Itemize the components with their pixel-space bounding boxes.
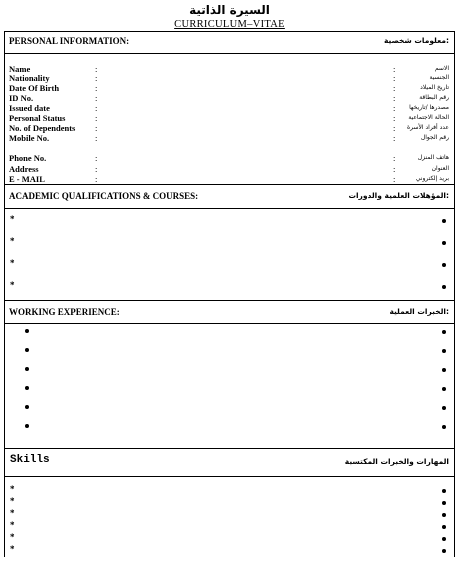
colon: :: [95, 103, 98, 113]
field-label: Address: [9, 164, 39, 174]
colon: :: [95, 153, 98, 163]
skills-heading-ar: المهارات والخبرات المكتسبة: [344, 457, 449, 466]
skills-star-marker: *: [10, 496, 15, 506]
field-label: Phone No.: [9, 153, 47, 163]
field-label: Nationality: [9, 73, 50, 83]
bullet-icon: [442, 549, 446, 553]
field-row-address: [5, 164, 454, 174]
field-label-ar: الجنسية: [429, 74, 449, 81]
field-row-status: [5, 113, 454, 123]
field-row-email: [5, 174, 454, 184]
field-row-issued: [5, 103, 454, 113]
field-label-ar: بريد إلكتروني: [415, 175, 449, 182]
bullet-icon: [25, 386, 29, 390]
colon: :: [393, 153, 396, 163]
field-label-ar: تاريخ الميلاد: [420, 84, 449, 91]
colon: :: [393, 133, 396, 143]
bullet-icon: [25, 405, 29, 409]
bullet-icon: [442, 537, 446, 541]
work-header: [5, 301, 454, 324]
skills-header: [5, 449, 454, 477]
colon: :: [393, 123, 396, 133]
bullet-icon: [25, 367, 29, 371]
field-label-ar: رقم الجوال: [420, 134, 449, 141]
colon: :: [393, 164, 396, 174]
colon: :: [95, 164, 98, 174]
field-label: Mobile No.: [9, 133, 50, 143]
colon: :: [393, 113, 396, 123]
bullet-icon: [25, 329, 29, 333]
field-row-phone: [5, 153, 454, 163]
colon: :: [393, 73, 396, 83]
bullet-icon: [442, 489, 446, 493]
colon: :: [393, 83, 396, 93]
field-label-ar: العنوان: [431, 165, 449, 172]
title-arabic: السيرة الذاتية: [189, 3, 270, 17]
academic-star-marker: *: [10, 236, 15, 246]
bullet-icon: [442, 349, 446, 353]
field-label: Personal Status: [9, 113, 66, 123]
personal-info-header: [5, 32, 454, 54]
bullet-icon: [442, 406, 446, 410]
field-row-dependents: [5, 123, 454, 133]
skills-star-marker: *: [10, 544, 15, 554]
field-label: No. of Dependents: [9, 123, 76, 133]
field-row-mobile: [5, 133, 454, 143]
field-label-ar: رقم البطاقة: [419, 94, 449, 101]
skills-star-marker: *: [10, 520, 15, 530]
colon: :: [393, 64, 396, 74]
bullet-icon: [442, 525, 446, 529]
colon: :: [393, 174, 396, 184]
bullet-icon: [442, 513, 446, 517]
field-label: Date Of Birth: [9, 83, 60, 93]
academic-header: [5, 185, 454, 209]
bullet-icon: [442, 425, 446, 429]
bullet-icon: [442, 219, 446, 223]
skills-star-marker: *: [10, 532, 15, 542]
colon: :: [95, 174, 98, 184]
colon: :: [95, 113, 98, 123]
work-heading-ar: الخبرات العملية:: [389, 307, 449, 316]
field-label-ar: الحالة الاجتماعية: [408, 114, 449, 121]
skills-star-marker: *: [10, 508, 15, 518]
field-row-id: [5, 93, 454, 103]
field-label: Name: [9, 64, 31, 74]
title-english-text: CURRICULUM–VITAE: [174, 19, 285, 30]
colon: :: [95, 64, 98, 74]
bullet-icon: [442, 241, 446, 245]
bullet-icon: [442, 285, 446, 289]
academic-star-marker: *: [10, 258, 15, 268]
personal-info-heading-en: PERSONAL INFORMATION:: [9, 36, 130, 46]
field-label: E - MAIL: [9, 174, 45, 184]
cv-frame: [4, 31, 455, 557]
bullet-icon: [442, 330, 446, 334]
field-label: Issued date: [9, 103, 50, 113]
field-label: ID No.: [9, 93, 34, 103]
colon: :: [393, 103, 396, 113]
field-label-ar: الاسم: [434, 65, 449, 72]
academic-star-marker: *: [10, 214, 15, 224]
colon: :: [95, 83, 98, 93]
field-label-ar: عدد أفراد الأسرة: [407, 124, 449, 131]
colon: :: [95, 123, 98, 133]
skills-star-marker: *: [10, 484, 15, 494]
academic-heading-en: ACADEMIC QUALIFICATIONS & COURSES:: [9, 191, 199, 201]
bullet-icon: [25, 424, 29, 428]
field-label-ar: مصدرها /تاريخها: [409, 104, 449, 111]
colon: :: [95, 93, 98, 103]
field-row-nationality: [5, 73, 454, 83]
field-row-dob: [5, 83, 454, 93]
bullet-icon: [25, 348, 29, 352]
bullet-icon: [442, 501, 446, 505]
colon: :: [393, 93, 396, 103]
bullet-icon: [442, 368, 446, 372]
colon: :: [95, 73, 98, 83]
personal-info-heading-ar: معلومات شخصية:: [383, 36, 449, 45]
skills-heading-en: Skills: [10, 454, 50, 466]
colon: :: [95, 133, 98, 143]
bullet-icon: [442, 263, 446, 267]
academic-heading-ar: المؤهلات العلمية والدورات:: [348, 191, 449, 200]
field-label-ar: هاتف المنزل: [417, 154, 449, 161]
academic-star-marker: *: [10, 280, 15, 290]
title-english: [0, 19, 459, 30]
work-heading-en: WORKING EXPERIENCE:: [9, 307, 120, 317]
bullet-icon: [442, 387, 446, 391]
